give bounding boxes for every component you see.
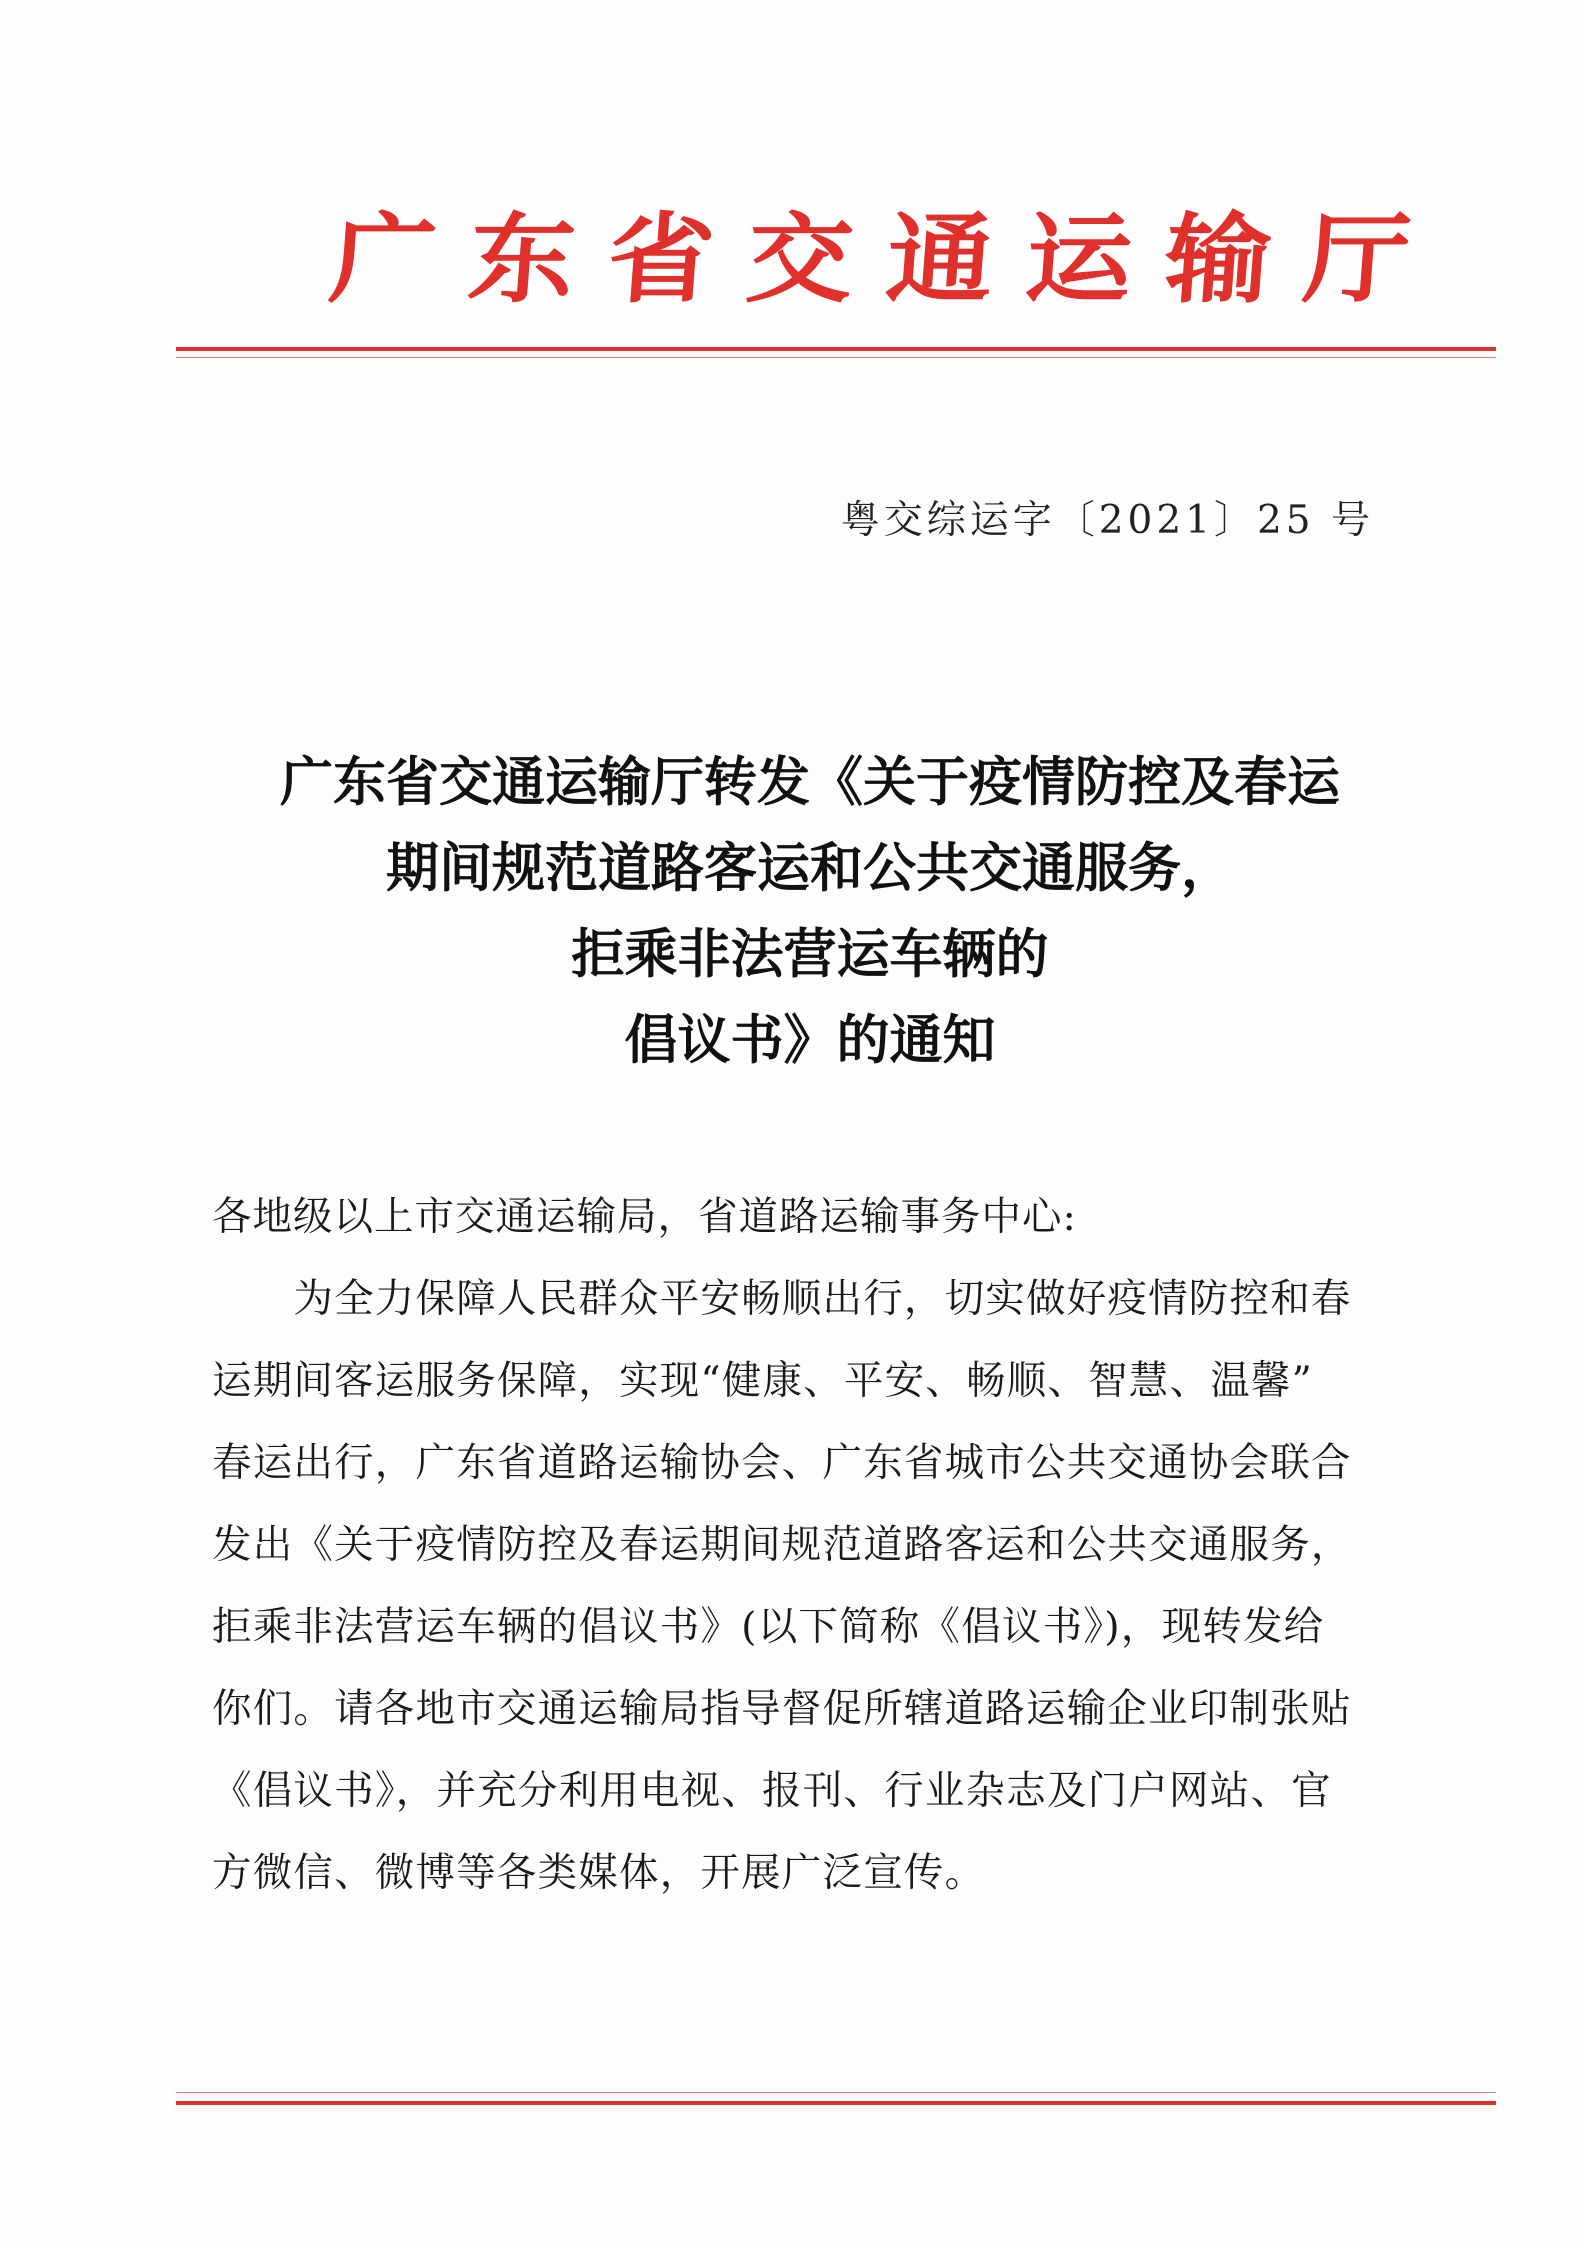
paragraph-line: 运期间客运服务保障，实现“健康、平安、畅顺、智慧、温馨” xyxy=(212,1358,1313,1404)
masthead-char: 交 xyxy=(743,202,858,317)
paragraph-line: 《倡议书》，并充分利用电视、报刊、行业杂志及门户网站、官 xyxy=(212,1768,1332,1814)
salutation: 各地级以上市交通运输局，省道路运输事务中心: xyxy=(212,1194,1077,1240)
title-line: 拒乘非法营运车辆的 xyxy=(571,924,1049,985)
masthead-char: 输 xyxy=(1160,202,1276,317)
masthead-char: 厅 xyxy=(1299,202,1415,317)
title-line: 期间规范道路客运和公共交通服务， xyxy=(386,838,1234,899)
title-line: 广东省交通运输厅转发《关于疫情防控及春运 xyxy=(280,752,1340,813)
paragraph-line: 春运出行，广东省道路运输协会、广东省城市公共交通协会联合 xyxy=(212,1440,1352,1486)
title-line: 倡议书》的通知 xyxy=(624,1010,996,1071)
body-paragraph xyxy=(212,1258,1412,1914)
masthead-char: 运 xyxy=(1021,202,1137,317)
paragraph-line: 拒乘非法营运车辆的倡议书》(以下简称《倡议书》)，现转发给 xyxy=(212,1604,1325,1650)
footer-red-rule xyxy=(176,2101,1496,2105)
document-body xyxy=(212,1176,1412,1914)
document-title xyxy=(190,740,1430,1084)
paragraph-line: 你们。请各地市交通运输局指导督促所辖道路运输企业印制张贴 xyxy=(212,1686,1352,1732)
document-number: 粤交综运字〔2021〕25 号 xyxy=(840,498,1374,543)
masthead-char: 东 xyxy=(464,202,580,317)
header-red-rule xyxy=(176,347,1496,351)
paragraph-line: 发出《关于疫情防控及春运期间规范道路客运和公共交通服务， xyxy=(212,1522,1352,1568)
masthead-char: 广 xyxy=(325,202,441,317)
masthead-char: 通 xyxy=(882,202,997,317)
paragraph-line: 为全力保障人民群众平安畅顺出行，切实做好疫情防控和春 xyxy=(212,1276,1352,1322)
masthead-char: 省 xyxy=(604,202,719,317)
masthead-title xyxy=(325,190,1415,330)
footer-red-rule-thin xyxy=(176,2092,1496,2093)
paragraph-line: 方微信、微博等各类媒体，开展广泛宣传。 xyxy=(212,1850,986,1896)
header-red-rule-thin xyxy=(176,357,1496,358)
